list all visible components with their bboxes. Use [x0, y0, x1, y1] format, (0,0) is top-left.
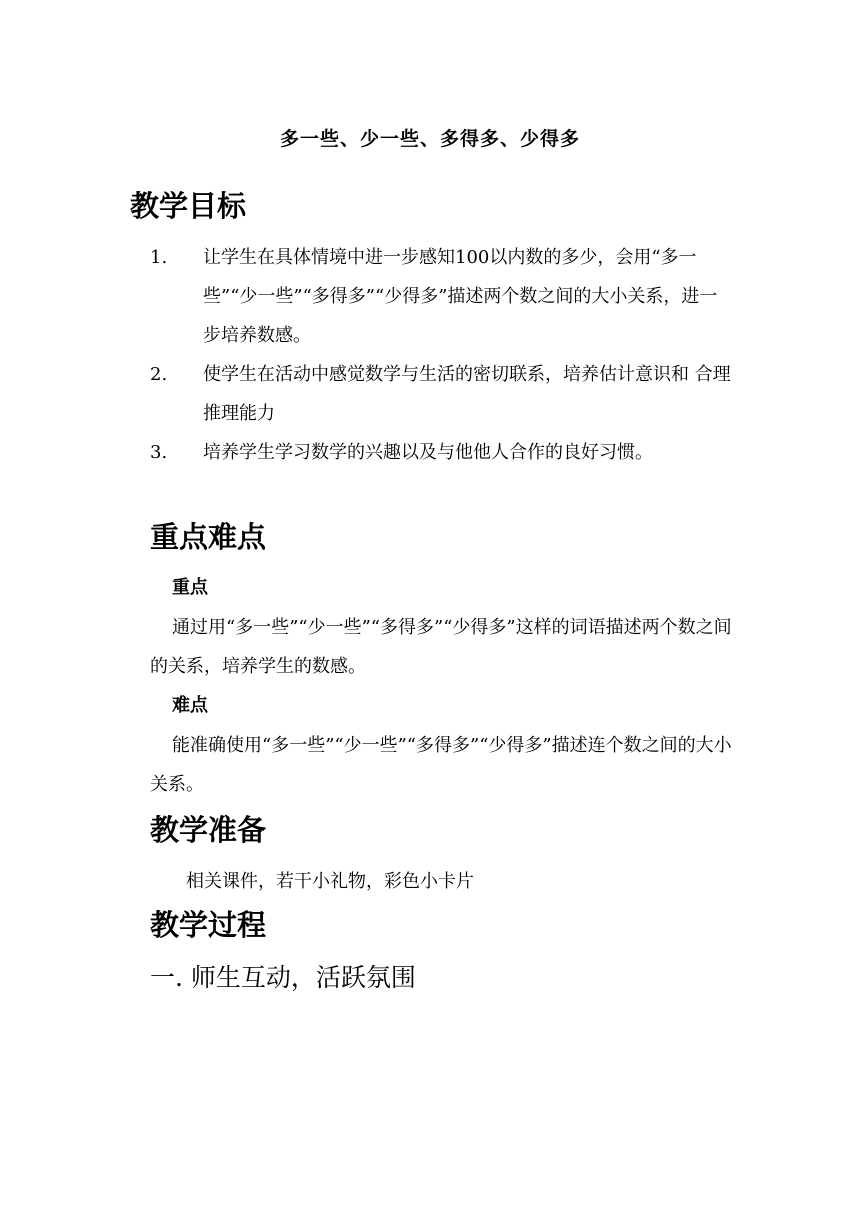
difficulty-text: 能准确使用“多一些”“少一些”“多得多”“少得多”描述连个数之间的大小关系。: [150, 735, 732, 795]
preparation-text: 相关课件，若干小礼物，彩色小卡片: [186, 871, 474, 892]
process-step-1: 一. 师生互动，活跃氛围: [150, 963, 416, 992]
objective-number: 1.: [150, 247, 168, 268]
difficulty-label: 难点: [172, 695, 208, 716]
objectives-heading: 教学目标: [130, 189, 247, 223]
objective-text: 培养学生学习数学的兴趣以及与他他人合作的良好习惯。: [203, 442, 653, 463]
objective-number: 3.: [150, 442, 168, 463]
document-title: 多一些、少一些、多得多、少得多: [279, 128, 580, 150]
focus-label: 重点: [172, 577, 208, 598]
objective-number: 2.: [150, 364, 168, 385]
objective-item-1: [150, 238, 735, 355]
preparation-heading: 教学准备: [150, 813, 267, 847]
key-points-heading: 重点难点: [150, 520, 267, 554]
objective-item-2: [150, 355, 735, 433]
objective-item-3: [150, 433, 735, 472]
objective-text: 使学生在活动中感觉数学与生活的密切联系，培养估计意识和 合理推理能力: [203, 364, 731, 424]
objectives-list: [150, 238, 735, 472]
objective-text: 让学生在具体情境中进一步感知100以内数的多少，会用“多一些”“少一些”“多得多”“少得多”描述两个数之间的大小关系，进一步培养数感。: [203, 247, 718, 346]
focus-text: 通过用“多一些”“少一些”“多得多”“少得多”这样的词语描述两个数之间的关系，培养学生的数感。: [150, 617, 732, 677]
process-heading: 教学过程: [150, 908, 267, 942]
